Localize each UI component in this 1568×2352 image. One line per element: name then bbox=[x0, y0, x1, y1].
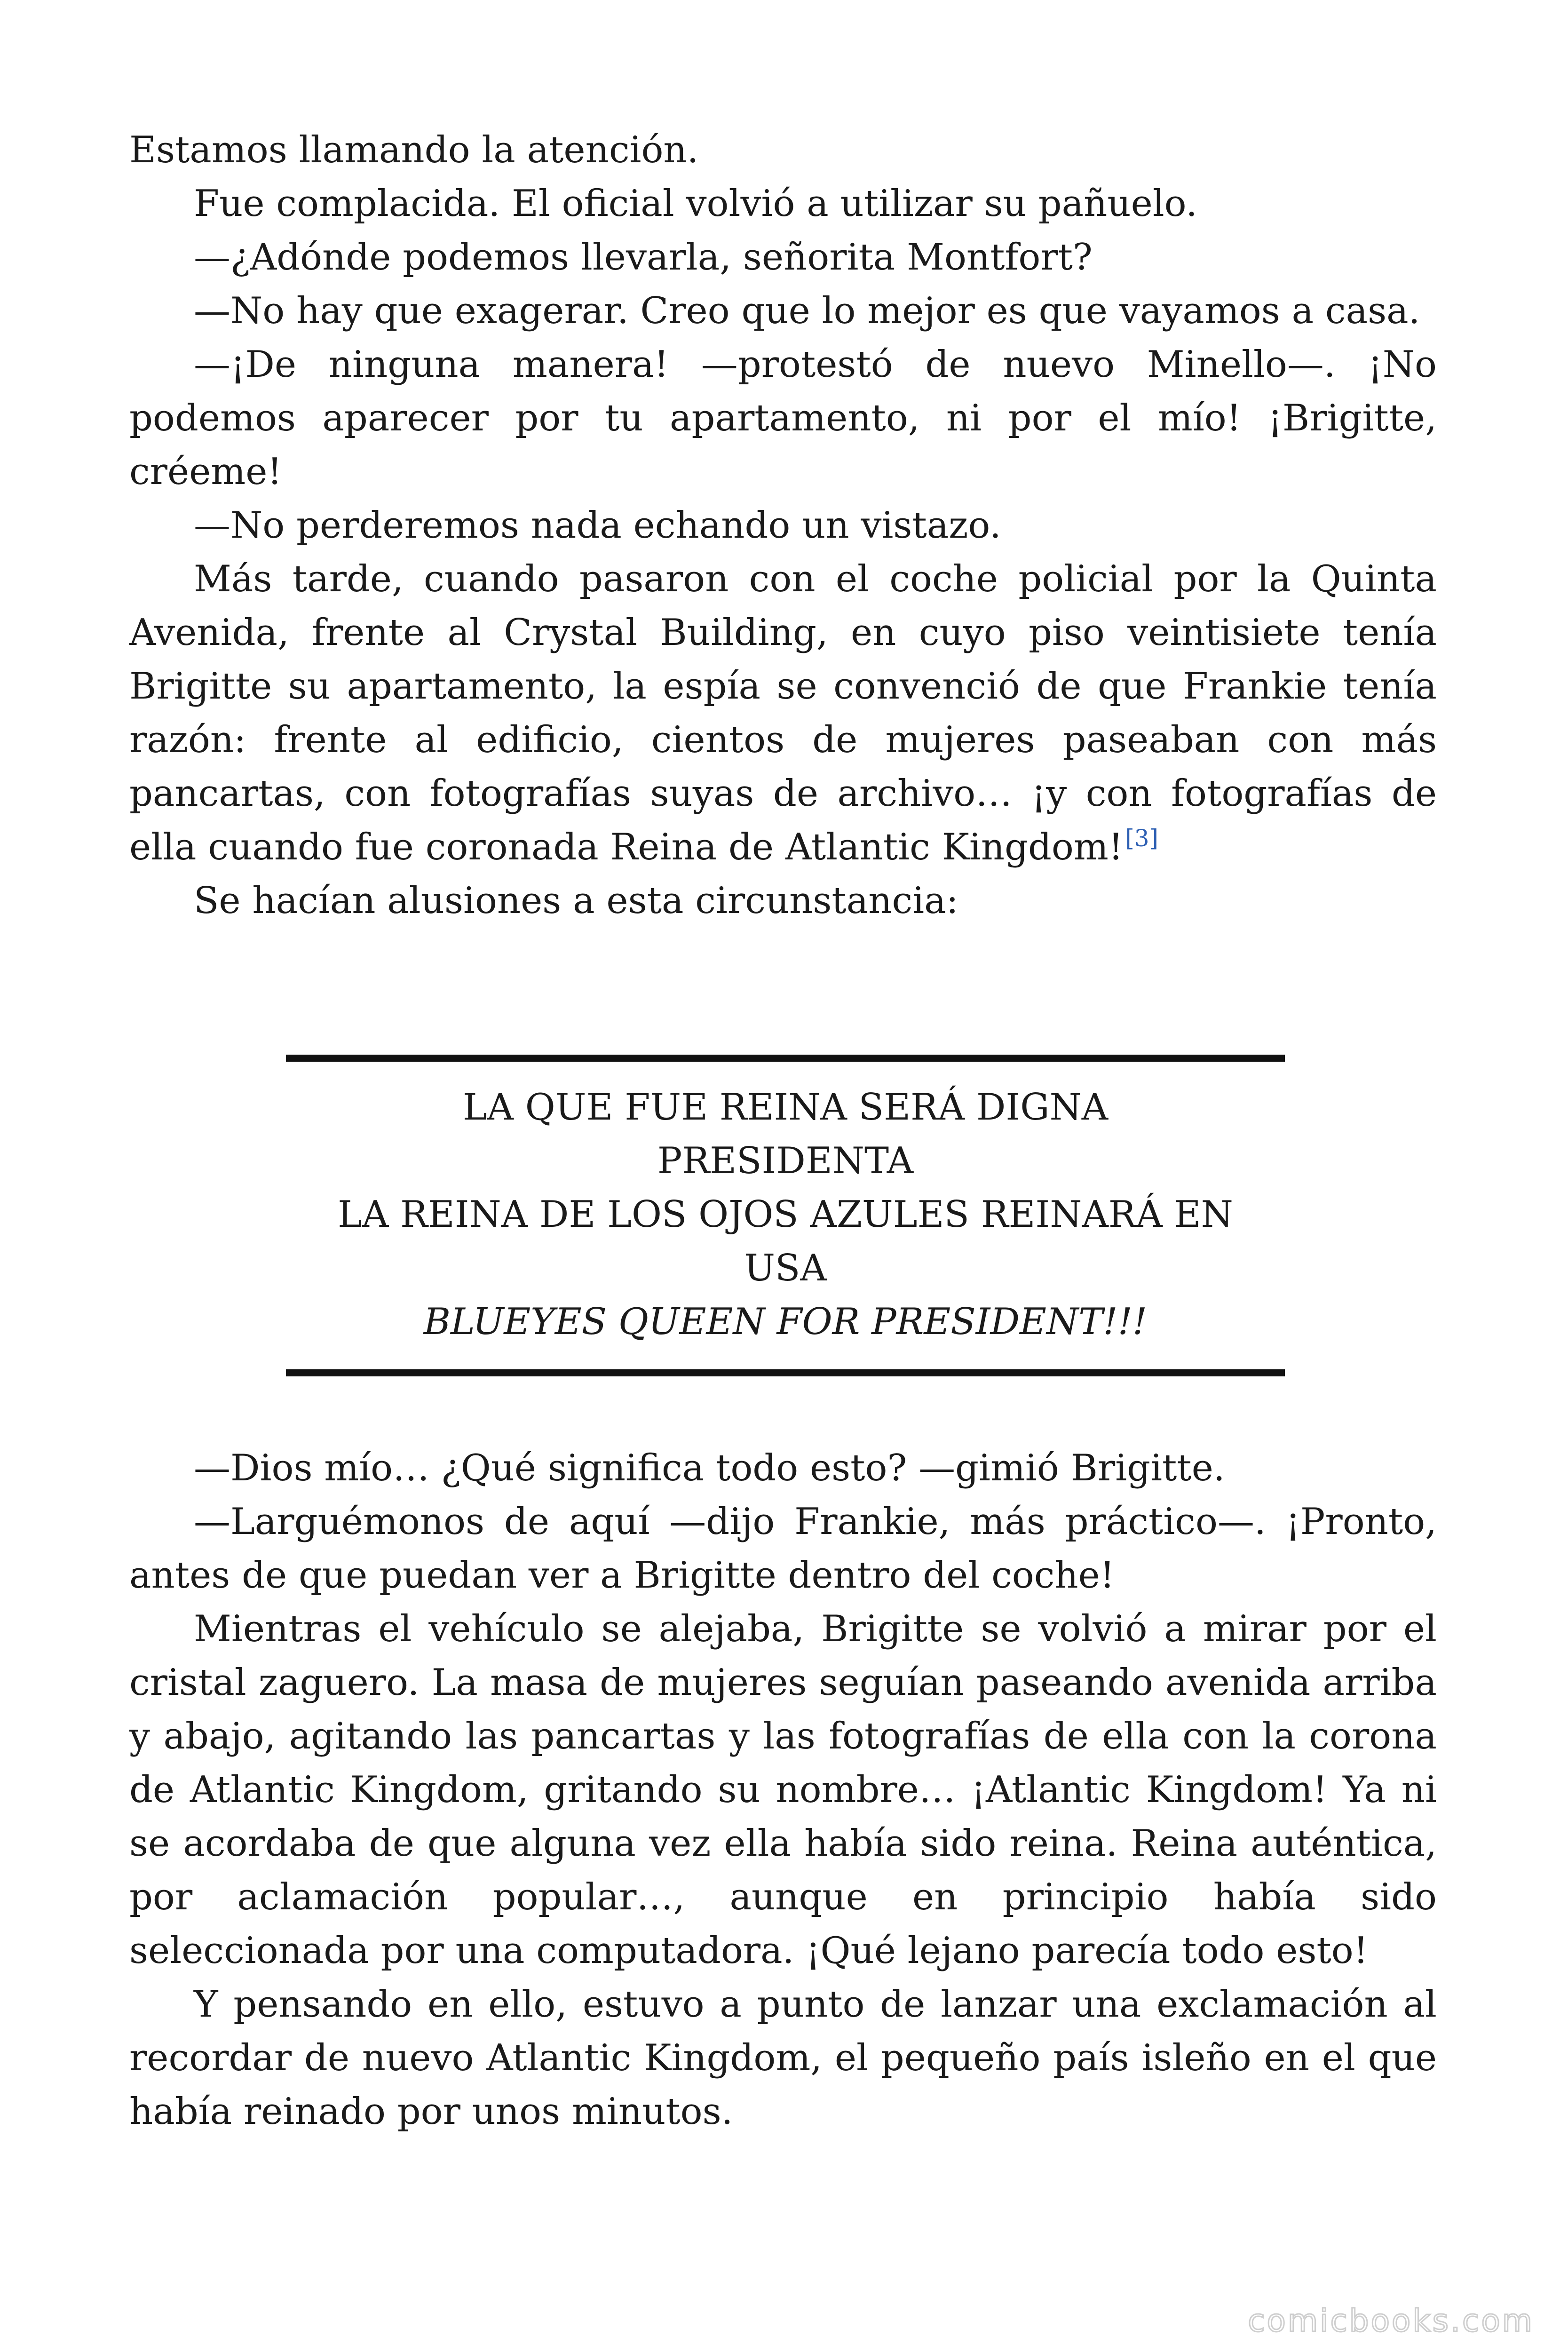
placard-banner bbox=[286, 1055, 1285, 1376]
banner-text bbox=[286, 1062, 1285, 1369]
paragraph: —¿Adónde podemos llevarla, señorita Montfort? bbox=[194, 236, 1093, 278]
banner-top-rule bbox=[286, 1055, 1285, 1062]
paragraph: —¡De ninguna manera! —protestó de nuevo Minello—. ¡No podemos aparecer por tu apartamento, ni por el mío! ¡Brigitte, créeme! bbox=[129, 343, 1437, 493]
paragraph: Estamos llamando la atención. bbox=[129, 129, 699, 171]
banner-line-italic: BLUEYES QUEEN FOR PRESIDENT!!! bbox=[423, 1301, 1148, 1343]
paragraph: Fue complacida. El oficial volvió a utilizar su pañuelo. bbox=[194, 183, 1198, 225]
banner-line: USA bbox=[744, 1247, 827, 1289]
banner-line: LA QUE FUE REINA SERÁ DIGNA bbox=[462, 1086, 1109, 1128]
paragraph: —Larguémonos de aquí —dijo Frankie, más práctico—. ¡Pronto, antes de que puedan ver a Brigitte dentro del coche! bbox=[129, 1501, 1437, 1597]
paragraph: Mientras el vehículo se alejaba, Brigitte se volvió a mirar por el cristal zaguero. La masa de mujeres seguían paseando avenida arriba y abajo, agitando las pancartas y las fotografías de ella con la corona de Atlantic Kingdom, gritando su nombre… ¡Atlantic Kingdom! Ya ni se acordaba de que alguna vez ella había sido reina. Reina auténtica, por aclamación popular…, aunque en principio había sido seleccionada por una computadora. ¡Qué lejano parecía todo esto! bbox=[129, 1608, 1437, 1972]
banner-bottom-rule bbox=[286, 1369, 1285, 1376]
paragraph: —No hay que exagerar. Creo que lo mejor es que vayamos a casa. bbox=[194, 290, 1420, 332]
paragraph-with-footnote bbox=[129, 552, 1437, 874]
banner-line: LA REINA DE LOS OJOS AZULES REINARÁ EN bbox=[338, 1193, 1233, 1236]
bottom-text-block bbox=[129, 1441, 1437, 2138]
paragraph: Se hacían alusiones a esta circunstancia: bbox=[194, 880, 958, 922]
paragraph: —Dios mío… ¿Qué significa todo esto? —gimió Brigitte. bbox=[194, 1447, 1225, 1489]
paragraph: Y pensando en ello, estuvo a punto de lanzar una exclamación al recordar de nuevo Atlantic Kingdom, el pequeño país isleño en el que había reinado por unos minutos. bbox=[129, 1983, 1437, 2133]
paragraph: —No perderemos nada echando un vistazo. bbox=[194, 504, 1001, 547]
footnote-link[interactable]: [3] bbox=[1125, 825, 1159, 852]
banner-line: PRESIDENTA bbox=[657, 1140, 914, 1182]
watermark: comicbooks.com bbox=[1248, 2303, 1534, 2339]
top-text-block bbox=[129, 123, 1437, 928]
paragraph-text: Más tarde, cuando pasaron con el coche policial por la Quinta Avenida, frente al Crystal Building, en cuyo piso veintisiete tenía Brigitte su apartamento, la espía se convenció de que Frankie tenía razón: frente al edificio, cientos de mujeres paseaban con más pancartas, con fotografías suyas de archivo… ¡y con fotografías de ella cuando fue coronada Reina de Atlantic Kingdom! bbox=[129, 558, 1437, 868]
